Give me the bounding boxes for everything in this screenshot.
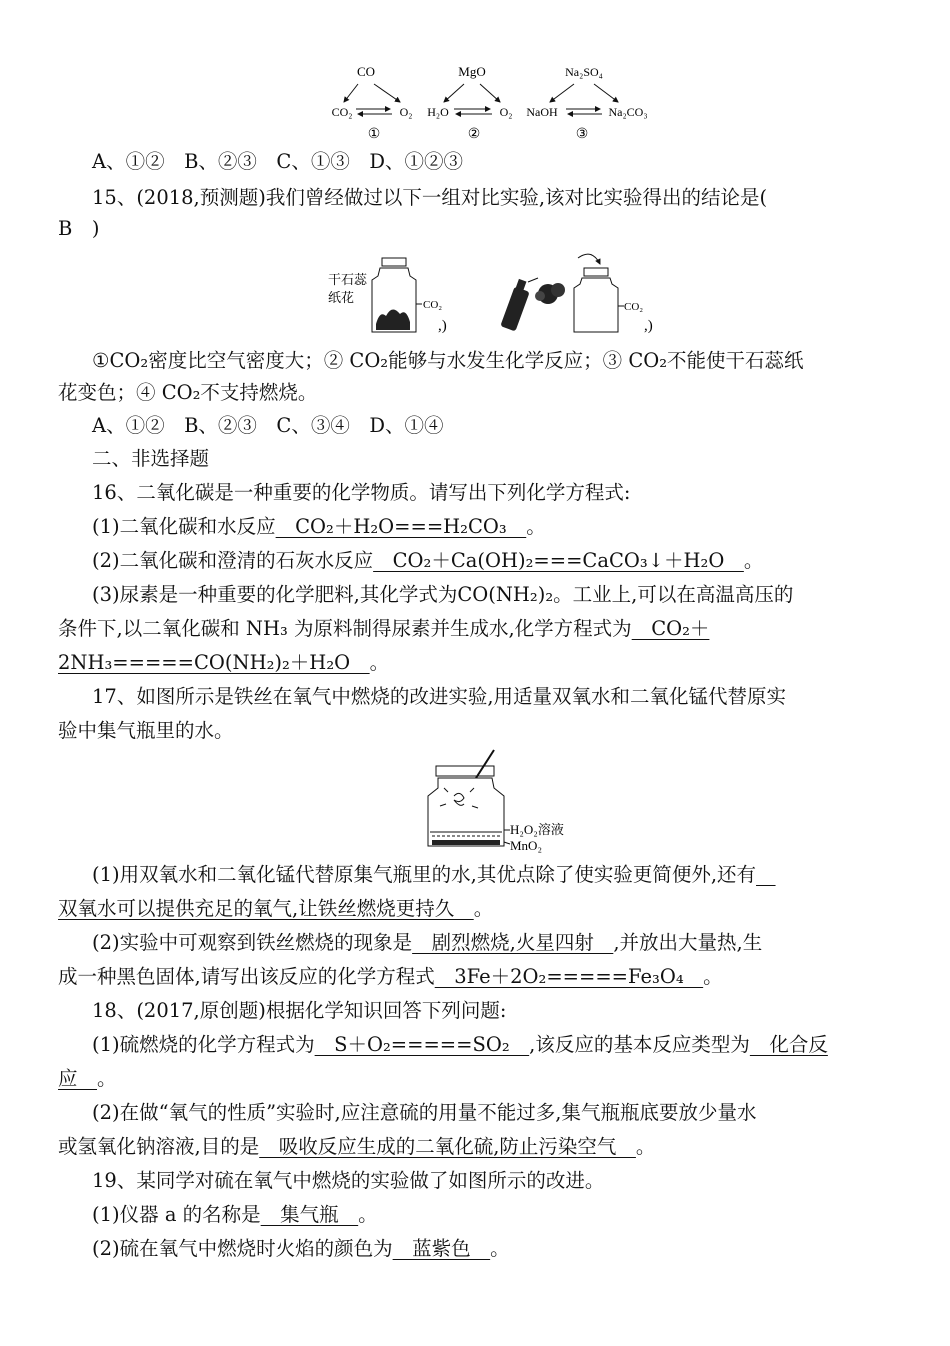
q16-p3-answer-a: CO₂＋ [631, 617, 710, 640]
q16-p1-answer: CO₂＋H₂O===H₂CO₃ [275, 515, 527, 538]
q19-p1-post: 。 [358, 1203, 378, 1226]
q16-p2-pre: (2)二氧化碳和澄清的石灰水反应 [92, 549, 374, 572]
q17-p2-post: ,并放出大量热,生 [613, 931, 763, 954]
q18-p2-answer: 吸收反应生成的二氧化硫,防止污染空气 [259, 1135, 636, 1158]
q18-p2-pre: 或氢氧化钠溶液,目的是 [58, 1135, 260, 1158]
q16-p3-pre: 条件下,以二氧化碳和 NH₃ 为原料制得尿素并生成水,化学方程式为 [58, 617, 632, 640]
d2-top: MgO [458, 64, 486, 79]
d1-right: O₂ [399, 105, 413, 119]
d1-top: CO [356, 64, 376, 79]
q17-part1-line2 [58, 894, 896, 924]
q17-part2-line2 [58, 962, 896, 992]
q18-p1-post: 。 [97, 1067, 117, 1090]
q17-p1-gap [756, 863, 776, 886]
q19-p1-pre: (1)仪器 a 的名称是 [92, 1203, 261, 1226]
q15-statements-2: 花变色；④ CO₂不支持燃烧。 [58, 381, 318, 404]
q16-part3-line1: (3)尿素是一种重要的化学肥料,其化学式为CO(NH₂)₂。工业上,可以在高温高压的 [92, 583, 794, 606]
q16-p2-answer: CO₂＋Ca(OH)₂===CaCO₃↓＋H₂O [373, 549, 744, 572]
q17-p1-answer: 双氧水可以提供充足的氧气,让铁丝燃烧更持久 [58, 897, 474, 920]
q17-stem-2: 验中集气瓶里的水。 [58, 719, 234, 742]
q19-p2-post: 。 [490, 1237, 510, 1260]
q17-p2-line2-post: 。 [703, 965, 723, 988]
section-title: 二、非选择题 [92, 447, 210, 470]
q18-stem: 18、(2017,原创题)根据化学知识回答下列问题: [92, 999, 507, 1022]
q17-p1-text: (1)用双氧水和二氧化锰代替原集气瓶里的水,其优点除了使实验更简便外,还有 [92, 863, 757, 886]
q15-fig-co2-1: CO₂ [423, 299, 443, 311]
q19-p2-pre: (2)硫在氧气中燃烧时火焰的颜色为 [92, 1237, 393, 1260]
q17-p2-line2-pre: 成一种黑色固体,请写出该反应的化学方程式 [58, 965, 435, 988]
q18-p1-answer2b: 应 [58, 1067, 98, 1090]
q15-fig-label2: 纸花 [328, 290, 355, 305]
q18-p1-answer2: 化合反 [749, 1033, 828, 1056]
q16-part3-line2 [58, 614, 896, 644]
q19-part1 [92, 1200, 896, 1230]
q19-part2 [92, 1234, 896, 1264]
q17-part2-line1 [92, 928, 896, 958]
q16-p3-post: 。 [369, 651, 390, 674]
q15-fig-sep2: ,) [644, 318, 653, 334]
d3-left: NaOH [526, 105, 558, 119]
d3-right: Na₂CO₃ [608, 105, 648, 119]
q16-p3-answer-b: 2NH₃=====CO(NH₂)₂＋H₂O [58, 651, 370, 674]
q17-p2-pre: (2)实验中可观察到铁丝燃烧的现象是 [92, 931, 413, 954]
q16-p2-post: 。 [743, 549, 764, 572]
q17-p1-post: 。 [473, 897, 494, 920]
q18-p1-mid: ,该反应的基本反应类型为 [529, 1033, 750, 1056]
q19-p1-answer: 集气瓶 [260, 1203, 359, 1226]
q15-answer-line: B ) [58, 217, 100, 240]
reaction-diagrams [320, 58, 660, 144]
q17-fig-label1: H₂O₂溶液 [510, 822, 564, 837]
q17-p2-answer: 剧烈燃烧,火星四射 [412, 931, 614, 954]
q18-part1-line2 [58, 1064, 896, 1094]
q16-p1-pre: (1)二氧化碳和水反应 [92, 515, 276, 538]
q18-p1-pre: (1)硫燃烧的化学方程式为 [92, 1033, 315, 1056]
q18-part2-line2 [58, 1132, 896, 1162]
q18-part1-line1 [92, 1030, 896, 1060]
q14-options: A、①② B、②③ C、①③ D、①②③ [92, 150, 463, 173]
d1-num: ① [367, 127, 381, 142]
d3-top: Na₂SO₄ [565, 65, 603, 79]
q15-figure [322, 244, 667, 340]
d3-num: ③ [575, 127, 589, 142]
q15-statements-1: ①CO₂密度比空气密度大；② CO₂能够与水发生化学反应；③ CO₂不能使干石蕊纸 [92, 349, 804, 372]
q17-stem-1: 17、如图所示是铁丝在氧气中燃烧的改进实验,用适量双氧水和二氧化锰代替原实 [92, 685, 787, 708]
d2-num: ② [467, 127, 481, 142]
d2-right: O₂ [499, 105, 513, 119]
q16-part3-line3 [58, 648, 896, 678]
d1-left: CO₂ [331, 105, 353, 119]
q17-part1-line1 [92, 860, 896, 890]
q16-p1-post: 。 [526, 515, 546, 538]
q19-stem: 19、某同学对硫在氧气中燃烧的实验做了如图所示的改进。 [92, 1169, 605, 1192]
q15-stem: 15、(2018,预测题)我们曾经做过以下一组对比实验,该对比实验得出的结论是( [92, 186, 768, 209]
q15-fig-sep1: ,) [438, 318, 447, 334]
q15-options: A、①② B、②③ C、③④ D、①④ [92, 414, 444, 437]
q18-p1-answer: S＋O₂=====SO₂ [314, 1033, 530, 1056]
q16-part1 [92, 512, 896, 542]
q18-part2-line1: (2)在做“氧气的性质”实验时,应注意硫的用量不能过多,集气瓶瓶底要放少量水 [92, 1101, 757, 1124]
d2-left: H₂O [427, 105, 449, 119]
q17-figure [418, 748, 568, 854]
q15-fig-co2-2: CO₂ [624, 301, 644, 313]
q16-part2 [92, 546, 896, 576]
q17-p2-line2-answer: 3Fe＋2O₂=====Fe₃O₄ [434, 965, 704, 988]
q15-fig-label1: 干石蕊 [328, 272, 368, 287]
q18-p2-post: 。 [635, 1135, 656, 1158]
q19-p2-answer: 蓝紫色 [392, 1237, 491, 1260]
q17-fig-label2: MnO₂ [510, 838, 542, 853]
q16-stem: 16、二氧化碳是一种重要的化学物质。请写出下列化学方程式: [92, 481, 631, 504]
